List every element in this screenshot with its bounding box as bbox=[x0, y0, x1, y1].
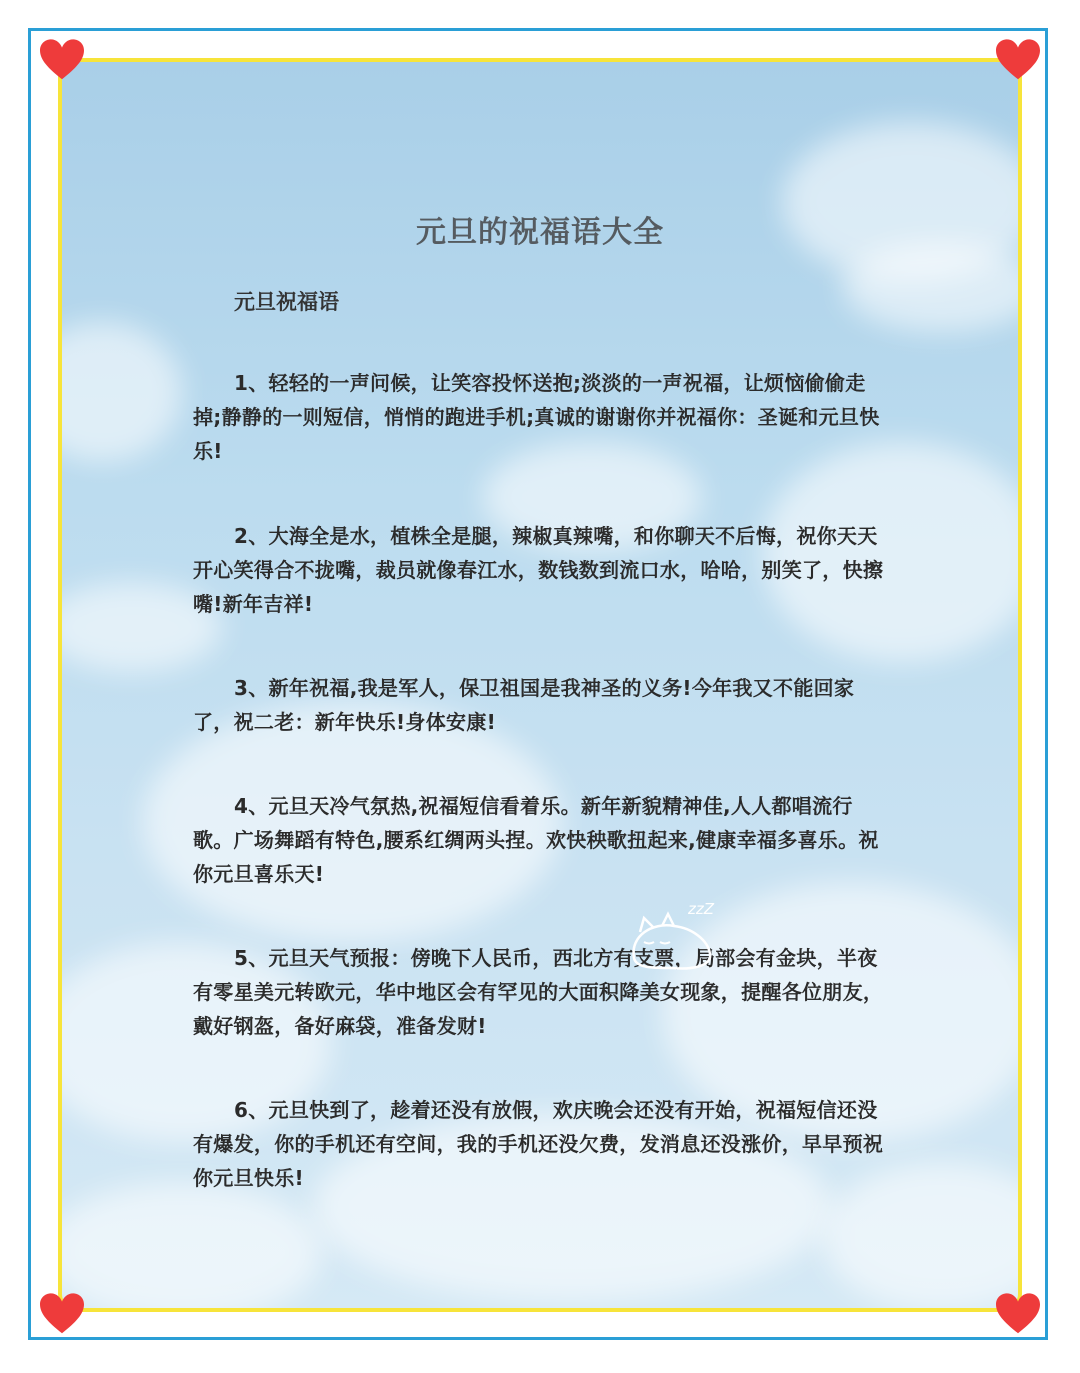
document-title: 元旦的祝福语大全 bbox=[416, 215, 664, 250]
paragraph-1: 1、轻轻的一声问候，让笑容投怀送抱;淡淡的一声祝福，让烦恼偷偷走掉;静静的一则短信，悄悄的跑进手机;真诚的谢谢你并祝福你：圣诞和元旦快乐! bbox=[193, 371, 880, 463]
sleep-text: zzZ bbox=[688, 900, 715, 918]
section-heading: 元旦祝福语 bbox=[234, 290, 339, 314]
paragraph-6: 6、元旦快到了，趁着还没有放假，欢庆晚会还没有开始，祝福短信还没有爆发，你的手机还有空间，我的手机还没欠费，发消息还没涨价，早早预祝你元旦快乐! bbox=[193, 1098, 884, 1190]
paragraph-3: 3、新年祝福,我是军人，保卫祖国是我神圣的义务!今年我又不能回家了，祝二老：新年快乐!身体安康! bbox=[193, 676, 855, 734]
sleeping-cat-icon bbox=[622, 896, 732, 976]
paragraph-2: 2、大海全是水，植株全是腿，辣椒真辣嘴，和你聊天不后悔，祝你天天开心笑得合不拢嘴，裁员就像春江水，数钱数到流口水，哈哈，别笑了，快擦嘴!新年吉祥! bbox=[193, 524, 884, 616]
paragraph-5: 5、元旦天气预报：傍晚下人民币，西北方有支票，局部会有金块，半夜有零星美元转欧元，华中地区会有罕见的大面积降美女现象，提醒各位朋友，戴好钢盔，备好麻袋，准备发财! bbox=[193, 946, 884, 1038]
paragraph-4: 4、元旦天冷气氛热,祝福短信看着乐。新年新貌精神佳,人人都唱流行歌。广场舞蹈有特色,腰系红绸两头捏。欢快秧歌扭起来,健康幸福多喜乐。祝你元旦喜乐天! bbox=[193, 794, 879, 886]
